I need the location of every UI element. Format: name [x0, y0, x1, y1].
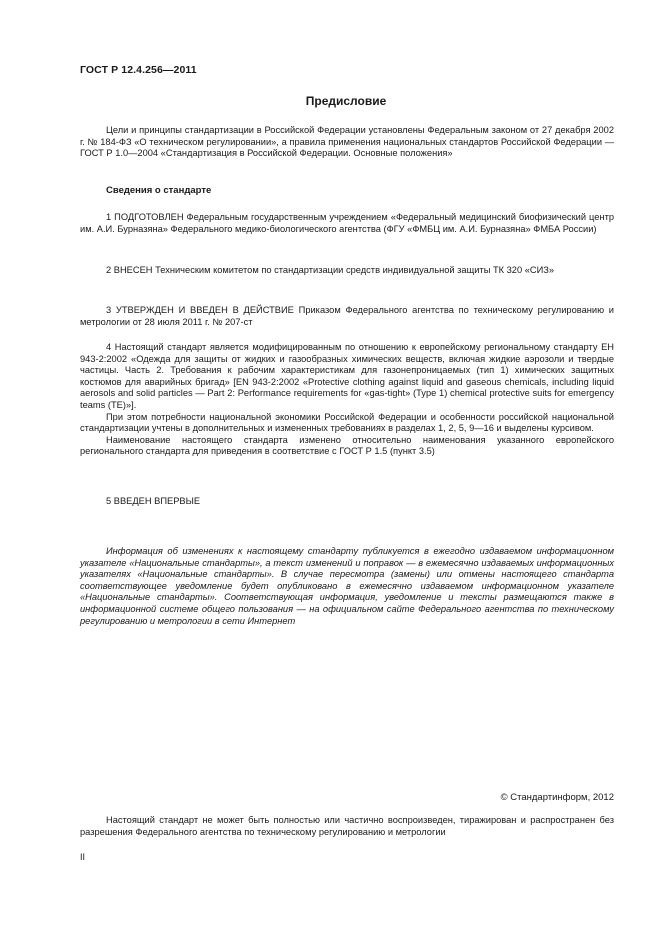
info-notice-text: Информация об изменениях к настоящему стандарту публикуется в ежегодно издаваемом информационном указателе «Национальные стандарты», а текст изменений и поправок — в ежемесячно издаваемых информационных указателях «Национальные стандарты». В случае пересмотра (замены) или отмены настоящего стандарта соответствующее уведомление будет опубликовано в ежемесячно издаваемом информационном указателе «Национальные стандарты». Соответствующая информация, уведомление и тексты размещаются также в информационной системе общего пользования — на официальном сайте Федерального агентства по техническому регулированию и метрологии в сети Интернет — [80, 546, 614, 626]
item-5 — [80, 496, 614, 508]
item-2-text: 2 ВНЕСЕН Техническим комитетом по стандартизации средств индивидуальной защиты ТК 320 «СИЗ» — [106, 265, 555, 275]
intro-paragraph — [80, 125, 614, 160]
item-2 — [80, 265, 614, 277]
reproduction-notice — [80, 815, 614, 838]
copyright: © Стандартинформ, 2012 — [500, 792, 614, 803]
item-1-text: 1 ПОДГОТОВЛЕН Федеральным государственным учреждением «Федеральный медицинский биофизический центр им. А.И. Бурназяна» Федерального медико-биологического агентства (ФГУ «ФМБЦ им. А.И. Бурназяна» ФМБА России) — [80, 212, 614, 234]
section-subheading: Сведения о стандарте — [106, 185, 212, 196]
item-4-paragraph-1: 4 Настоящий стандарт является модифицированным по отношению к европейскому региональному стандарту ЕН 943-2:2002 «Одежда для защиты от жидких и газообразных химических веществ, включая жидкие аэрозоли и твердые частицы. Часть 2. Требования к рабочим характеристикам для газонепроницаемых (тип 1) химических защитных костюмов для аварийных бригад» [EN 943-2:2002 «Protective clothing against liquid and gaseous chemicals, including liquid aerosols and solid particles — Part 2: Performance requirements for «gas-tight» (Type 1) chemical protective suits for emergency teams (TE)»]. — [80, 342, 614, 410]
page-number: II — [80, 852, 86, 862]
item-3-text: 3 УТВЕРЖДЕН И ВВЕДЕН В ДЕЙСТВИЕ Приказом Федерального агентства по техническому регулированию и метрологии от 28 июля 2011 г. № 207-ст — [80, 305, 614, 327]
info-notice — [80, 546, 614, 627]
item-1 — [80, 212, 614, 235]
item-5-text: 5 ВВЕДЕН ВПЕРВЫЕ — [106, 496, 201, 506]
page-title: Предисловие — [305, 94, 387, 108]
item-3 — [80, 305, 614, 328]
intro-text: Цели и принципы стандартизации в Российской Федерации установлены Федеральным законом от 27 декабря 2002 г. № 184-ФЗ «О техническом регулировании», а правила применения национальных стандартов Российской Федерации — ГОСТ Р 1.0—2004 «Стандартизация в Российской Федерации. Основные положения» — [80, 125, 614, 159]
reproduction-notice-text: Настоящий стандарт не может быть полностью или частично воспроизведен, тиражирован и распространен без разрешения Федерального агентства по техническому регулированию и метрологии — [80, 815, 614, 837]
item-4-paragraph-2: При этом потребности национальной экономики Российской Федерации и особенности российской национальной стандартизации учтены в дополнительных и измененных требованиях в разделах 1, 2, 5, 9—16 и выделены курсивом. — [80, 411, 614, 434]
standard-code: ГОСТ Р 12.4.256—2011 — [80, 64, 197, 76]
item-4-paragraph-3: Наименование настоящего стандарта изменено относительно наименования указанного европейского регионального стандарта для приведения в соответствие с ГОСТ Р 1.5 (пункт 3.5) — [80, 434, 614, 457]
item-4 — [80, 342, 614, 458]
